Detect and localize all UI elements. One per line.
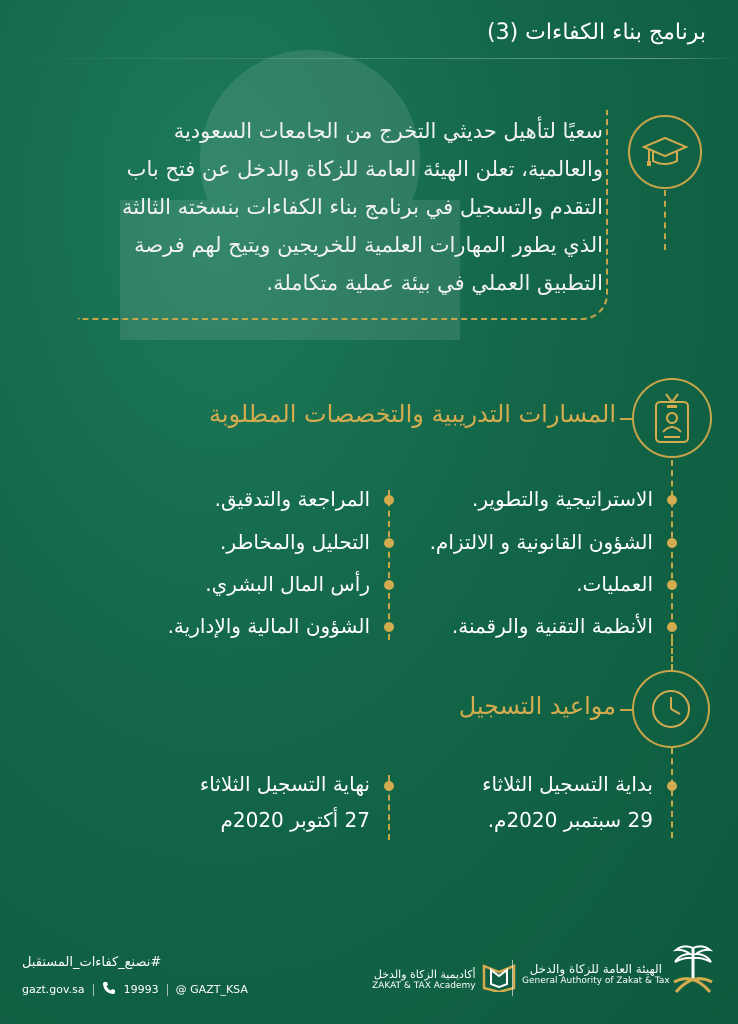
- track-finance: الشؤون المالية والإدارية.: [167, 614, 370, 638]
- bullet-dot: [384, 538, 394, 548]
- registration-right-rail: [671, 748, 673, 838]
- bullet-dot: [384, 580, 394, 590]
- registration-title: مواعيد التسجيل: [458, 692, 616, 720]
- registration-start: [482, 766, 653, 838]
- authority-name-ar: الهيئة العامة للزكاة والدخل: [529, 962, 662, 976]
- tracks-right-rail: [671, 460, 673, 640]
- logo-divider: [512, 960, 513, 996]
- graduation-cap-icon: [628, 115, 702, 189]
- intro-connector: [664, 190, 666, 250]
- academy-logo-icon: [482, 962, 516, 996]
- track-human-capital: رأس المال البشري.: [205, 572, 370, 596]
- academy-logo: [372, 962, 516, 996]
- authority-name: [522, 962, 670, 986]
- bullet-dot: [667, 580, 677, 590]
- registration-end-label: نهاية التسجيل الثلاثاء: [199, 772, 370, 796]
- registration-connector: [671, 640, 673, 670]
- track-operations: العمليات.: [576, 572, 653, 596]
- track-risk: التحليل والمخاطر.: [220, 530, 370, 554]
- academy-name-en: ZAKAT & TAX Academy: [372, 980, 476, 991]
- bullet-dot: [667, 495, 677, 505]
- intro-paragraph: [103, 112, 603, 302]
- website-link[interactable]: gazt.gov.sa: [22, 983, 85, 996]
- contact-bar: [22, 980, 248, 999]
- tracks-left-rail: [388, 490, 390, 640]
- intro-line: سعيًا لتأهيل حديثي التخرج من الجامعات السعودية: [173, 119, 603, 143]
- phone-number[interactable]: 19993: [123, 983, 159, 996]
- registration-title-connector: [620, 709, 632, 711]
- registration-start-date: 29 سبتمبر 2020م.: [487, 808, 653, 832]
- tracks-title: المسارات التدريبية والتخصصات المطلوبة: [208, 400, 616, 428]
- id-badge-icon: [632, 378, 712, 458]
- divider: [93, 984, 94, 996]
- bullet-dot: [384, 622, 394, 632]
- track-audit: المراجعة والتدقيق.: [214, 487, 370, 511]
- authority-name-en: General Authority of Zakat & Tax: [522, 976, 670, 986]
- registration-end: [200, 766, 370, 838]
- registration-start-label: بداية التسجيل الثلاثاء: [482, 772, 653, 796]
- bullet-dot: [667, 622, 677, 632]
- intro-line: الذي يطور المهارات العلمية للخريجين ويتيح لهم فرصة: [134, 233, 603, 257]
- hashtag: #نصنع_كفاءات_المستقبل: [22, 955, 162, 970]
- academy-text: [372, 968, 476, 991]
- intro-line: والعالمية، تعلن الهيئة العامة للزكاة والدخل عن فتح باب: [126, 157, 603, 181]
- bullet-dot: [384, 781, 394, 791]
- clock-icon: [632, 670, 710, 748]
- social-handle[interactable]: @ GAZT_KSA: [175, 983, 248, 996]
- academy-name-ar: أكاديمية الزكاة والدخل: [373, 967, 476, 981]
- bullet-dot: [384, 495, 394, 505]
- intro-line: التطبيق العملي في بيئة عملية متكاملة.: [266, 271, 603, 295]
- intro-line: التقدم والتسجيل في برنامج بناء الكفاءات بنسخته الثالثة: [121, 195, 603, 219]
- registration-end-date: 27 أكتوبر 2020م: [220, 808, 370, 832]
- tracks-title-connector: [620, 418, 632, 420]
- track-legal: الشؤون القانونية و الالتزام.: [429, 530, 653, 554]
- phone-icon: [102, 980, 116, 999]
- track-technology: الأنظمة التقنية والرقمنة.: [451, 614, 653, 638]
- bullet-dot: [667, 781, 677, 791]
- bullet-dot: [667, 538, 677, 548]
- divider: [167, 984, 168, 996]
- page-title: برنامج بناء الكفاءات (3): [486, 20, 706, 45]
- track-strategy: الاستراتيجية والتطوير.: [471, 487, 653, 511]
- header-divider: [0, 58, 738, 59]
- palm-swords-logo-icon: [668, 940, 718, 1006]
